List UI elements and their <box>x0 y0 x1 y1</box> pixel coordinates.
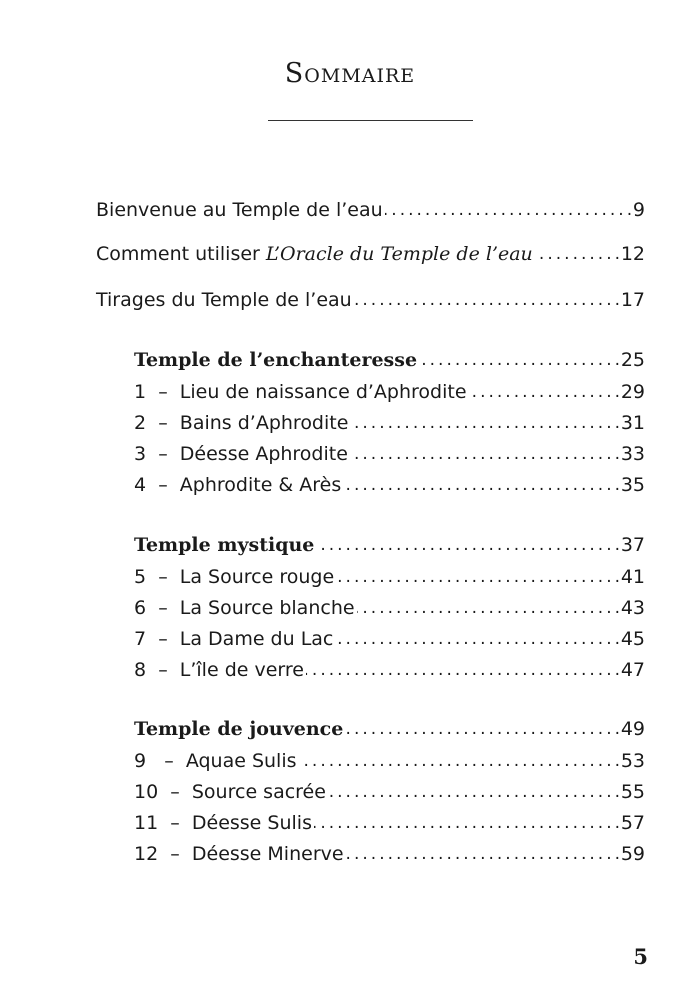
section-heading-label: Temple de jouvence <box>134 718 344 740</box>
toc-item[interactable] <box>134 564 645 590</box>
toc-item-number: 9 <box>134 750 147 772</box>
toc-item-dash: – <box>158 412 168 434</box>
toc-item-dash: – <box>158 659 168 681</box>
toc-item[interactable] <box>134 410 645 436</box>
toc-item-dash: – <box>158 443 168 465</box>
section-heading-page: 49 <box>620 718 645 740</box>
title-divider <box>268 120 473 121</box>
toc-entry-label-italic: L’Oracle du Temple de l’eau <box>265 243 533 265</box>
toc-entry[interactable] <box>96 287 645 313</box>
dot-leader <box>316 532 618 551</box>
toc-item-label <box>134 626 333 652</box>
toc-item-page: 35 <box>620 474 645 496</box>
toc-entry-page: 17 <box>620 289 645 311</box>
toc-item-number: 11 <box>134 812 159 834</box>
toc-item-text: Aquae Sulis <box>185 750 297 772</box>
section-heading-page: 25 <box>620 349 645 371</box>
toc-entry[interactable] <box>96 197 645 223</box>
toc-item-number: 2 <box>134 412 147 434</box>
section-heading[interactable] <box>134 347 645 373</box>
toc-item[interactable] <box>134 748 645 774</box>
toc-item-label <box>134 379 467 405</box>
toc-item-page: 29 <box>620 381 645 403</box>
toc-item-page: 57 <box>620 812 645 834</box>
toc-item-label <box>134 841 344 867</box>
dot-leader <box>335 626 618 645</box>
page-number: 5 <box>633 944 648 969</box>
toc-item-label <box>134 564 334 590</box>
toc-item-label <box>134 595 355 621</box>
toc-item[interactable] <box>134 379 645 405</box>
toc-item-text: La Source blanche <box>179 597 355 619</box>
dot-leader <box>343 472 619 491</box>
dot-leader <box>346 841 619 860</box>
toc-item[interactable] <box>134 841 645 867</box>
toc-item-label <box>134 748 297 774</box>
toc-item-text: La Dame du Lac <box>179 628 334 650</box>
dot-leader <box>299 748 619 767</box>
toc-item-text: La Source rouge <box>179 566 335 588</box>
toc-entry-label <box>96 241 533 267</box>
toc-item-page: 47 <box>620 659 645 681</box>
toc-item-page: 55 <box>620 781 645 803</box>
section-heading-page: 37 <box>620 534 645 556</box>
toc-item-label <box>134 410 348 436</box>
toc-item-page: 31 <box>620 412 645 434</box>
toc-entry-page: 9 <box>632 199 645 221</box>
toc-item[interactable] <box>134 441 645 467</box>
toc-item-page: 53 <box>620 750 645 772</box>
toc-item[interactable] <box>134 626 645 652</box>
toc-item-dash: – <box>158 597 168 619</box>
dot-leader <box>535 241 619 260</box>
toc-item[interactable] <box>134 779 645 805</box>
dot-leader <box>328 779 619 798</box>
toc-entry-label: Bienvenue au Temple de l’eau <box>96 199 383 221</box>
toc-item-dash: – <box>170 781 180 803</box>
toc-item-page: 45 <box>620 628 645 650</box>
toc-item-dash: – <box>158 381 168 403</box>
dot-leader <box>314 810 619 829</box>
toc-item-text: Bains d’Aphrodite <box>179 412 349 434</box>
toc-item[interactable] <box>134 472 645 498</box>
toc-item-page: 43 <box>620 597 645 619</box>
toc-item-number: 4 <box>134 474 147 496</box>
toc-item-page: 41 <box>620 566 645 588</box>
toc-item-text: Déesse Aphrodite <box>179 443 348 465</box>
toc-item-text: Source sacrée <box>191 781 326 803</box>
toc-item-label <box>134 810 312 836</box>
toc-item-page: 59 <box>620 843 645 865</box>
toc-item-dash: – <box>170 843 180 865</box>
dot-leader <box>336 564 619 583</box>
dot-leader <box>357 595 619 614</box>
toc-item[interactable] <box>134 595 645 621</box>
toc-item-number: 10 <box>134 781 159 803</box>
toc-item-number: 1 <box>134 381 147 403</box>
toc-item-dash: – <box>158 628 168 650</box>
toc-item-label <box>134 779 326 805</box>
toc-item-number: 8 <box>134 659 147 681</box>
toc-item-dash: – <box>164 750 174 772</box>
toc-item-number: 7 <box>134 628 147 650</box>
dot-leader <box>350 410 618 429</box>
dot-leader <box>469 379 619 398</box>
toc-item-label <box>134 441 348 467</box>
dot-leader <box>419 347 619 366</box>
section-heading[interactable] <box>134 532 645 558</box>
toc-item[interactable] <box>134 657 645 683</box>
toc-item-number: 6 <box>134 597 147 619</box>
page-title: Sommaire <box>284 58 416 89</box>
dot-leader <box>385 197 631 216</box>
toc-item-number: 12 <box>134 843 159 865</box>
dot-leader <box>345 716 619 735</box>
section-heading-label: Temple mystique <box>134 534 315 556</box>
section-heading-label: Temple de l’enchanteresse <box>134 349 418 371</box>
toc-item-text: Lieu de naissance d’Aphrodite <box>179 381 467 403</box>
toc-entry[interactable] <box>96 241 645 267</box>
dot-leader <box>354 287 619 306</box>
toc-item-label <box>134 657 304 683</box>
toc-item-text: L’île de verre <box>179 659 304 681</box>
section-heading[interactable] <box>134 716 645 742</box>
toc-item-label <box>134 472 341 498</box>
toc-item-dash: – <box>158 566 168 588</box>
toc-item-dash: – <box>170 812 180 834</box>
toc-entry-page: 12 <box>620 243 645 265</box>
toc-item-page: 33 <box>620 443 645 465</box>
toc-item-number: 3 <box>134 443 147 465</box>
toc-item-number: 5 <box>134 566 147 588</box>
toc-item-text: Déesse Sulis <box>191 812 312 834</box>
toc-item-text: Déesse Minerve <box>191 843 344 865</box>
toc-item-text: Aphrodite & Arès <box>179 474 342 496</box>
toc-entry-label-prefix: Comment utiliser <box>96 243 266 265</box>
toc-item[interactable] <box>134 810 645 836</box>
dot-leader <box>350 441 619 460</box>
toc-entry-label: Tirages du Temple de l’eau <box>96 289 352 311</box>
toc-item-dash: – <box>158 474 168 496</box>
dot-leader <box>306 657 619 676</box>
